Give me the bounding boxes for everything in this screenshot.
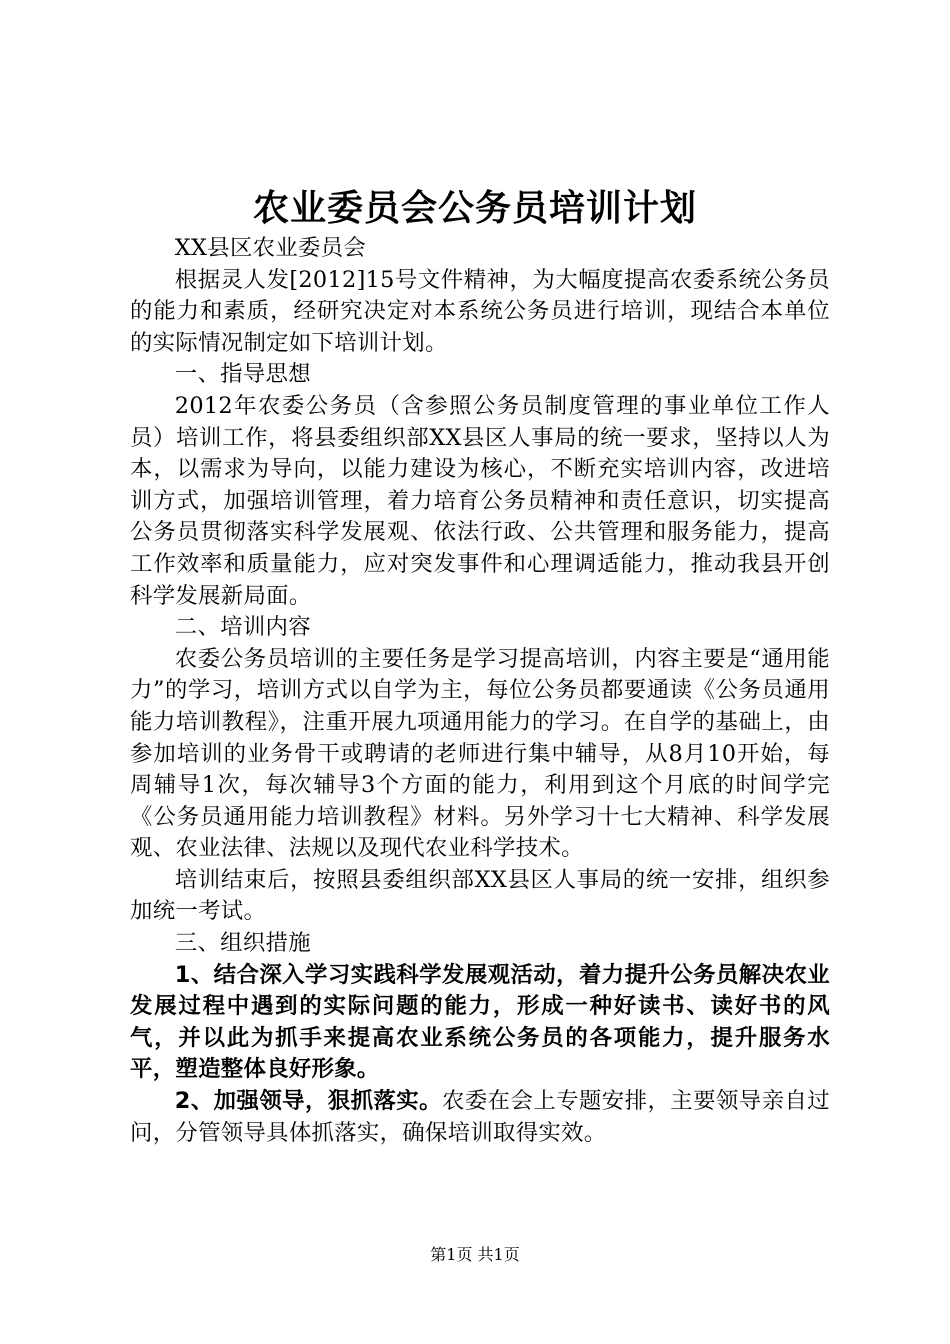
org-line: XX县区农业委员会 (174, 235, 367, 261)
measure-2-paragraph (130, 1086, 830, 1149)
section1-paragraph: 2012年农委公务员（含参照公务员制度管理的事业单位工作人员）培训工作，将县委组织部XX县区人事局的统一要求，坚持以人为本，以需求为导向，以能力建设为核心，不断充实培训内容，改进培训方式，加强培训管理，着力培育公务员精神和责任意识，切实提高公务员贯彻落实科学发展观、依法行政、公共管理和服务能力，提高工作效率和质量能力，应对突发事件和心理调适能力，推动我县开创科学发展新局面。 (130, 392, 830, 609)
section3-heading: 三、组织措施 (174, 930, 311, 957)
measure-2-lead: 2、加强领导，狠抓落实。 (174, 1088, 442, 1115)
document-body (130, 233, 830, 1149)
page-footer: 第1页 共1页 (430, 1245, 520, 1264)
intro-paragraph: 根据灵人发[2012]15号文件精神，为大幅度提高农委系统公务员的能力和素质，经研究决定对本系统公务员进行培训，现结合本单位的实际情况制定如下培训计划。 (130, 266, 830, 356)
measure-2-text: 农委在会上专题安排，主要领导亲自过问，分管领导具体抓落实，确保培训取得实效。 (130, 1088, 830, 1146)
section1-heading: 一、指导思想 (174, 361, 311, 388)
measure-1-paragraph: 1、结合深入学习实践科学发展观活动，着力提升公务员解决农业发展过程中遇到的实际问题的能力，形成一种好读书、读好书的风气，并以此为抓手来提高农业系统公务员的各项能力，提升服务水平，塑造整体良好形象。 (130, 961, 830, 1083)
document-title: 农业委员会公务员培训计划 (252, 188, 697, 229)
section2-paragraph-1: 农委公务员培训的主要任务是学习提高培训，内容主要是“通用能力”的学习，培训方式以自学为主，每位公务员都要通读《公务员通用能力培训教程》，注重开展九项通用能力的学习。在自学的基础上，由参加培训的业务骨干或聘请的老师进行集中辅导，从8月10开始，每周辅导1次，每次辅导3个方面的能力，利用到这个月底的时间学完《公务员通用能力培训教程》材料。另外学习十七大精神、科学发展观、农业法律、法规以及现代农业科学技术。 (130, 645, 830, 862)
section2-heading: 二、培训内容 (174, 614, 311, 641)
section2-paragraph-2: 培训结束后，按照县委组织部XX县区人事局的统一安排，组织参加统一考试。 (130, 866, 830, 925)
